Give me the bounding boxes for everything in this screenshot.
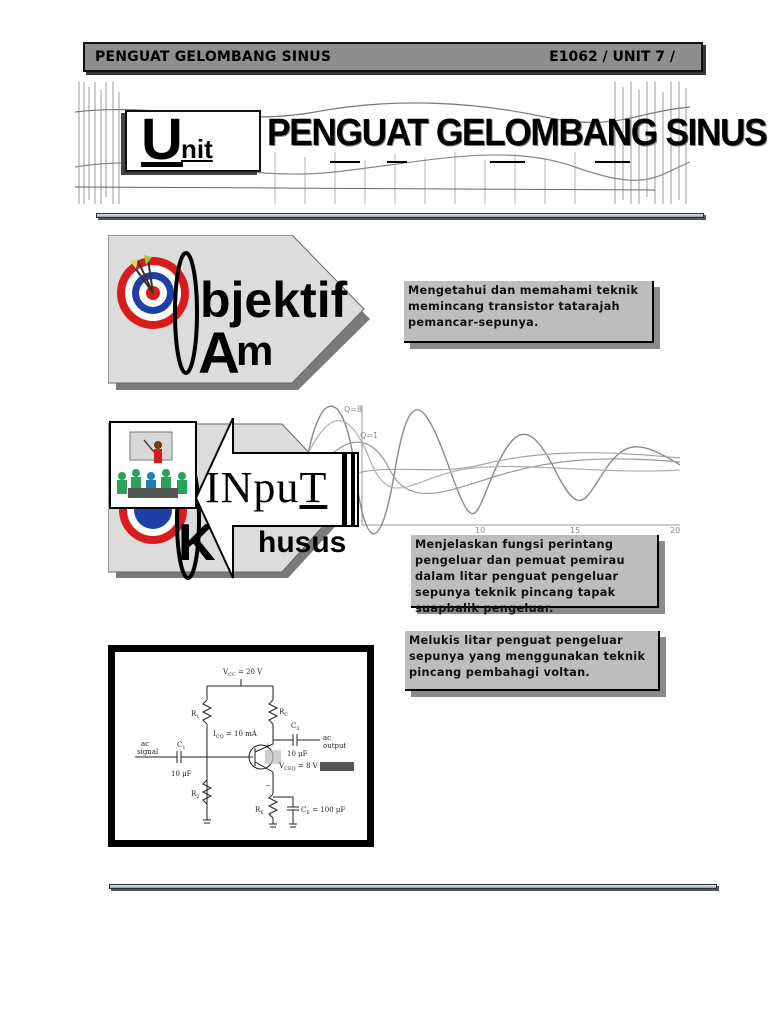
input-label: INpuT: [205, 463, 328, 512]
svg-text:+: +: [265, 742, 271, 750]
q-label: Q=1: [360, 431, 379, 440]
objektif-khusus-text-1: Menjelaskan fungsi perintang pengeluar dan pemuat pemirau dalam litar penguat pengeluar sepunya teknik pincang tapak suapbalik pengeluar.: [411, 535, 659, 608]
svg-text:RE: $R_E$: [255, 806, 264, 816]
svg-text:R1: $R_1$: [191, 710, 200, 720]
unit-letter: U: [141, 107, 183, 172]
q-label: Q=8: [344, 405, 363, 414]
unit-label-box: [125, 107, 261, 172]
svg-text:−: −: [265, 782, 271, 790]
svg-text:signal: signal: [137, 748, 159, 756]
svg-text:ac: ac: [141, 740, 150, 748]
svg-text:RC: $R_C$: [279, 708, 289, 718]
svg-text:ac: ac: [323, 734, 332, 742]
svg-text:VCEQ = 8 V: $V_{CEQ} = 8$ V: [279, 762, 318, 772]
banner-title: PENGUAT GELOMBANG SINUS: [267, 112, 767, 154]
am-word: m: [236, 327, 274, 374]
objektif-khusus-text-2: Melukis litar penguat pengeluar sepunya yang menggunakan teknik pincang pembahagi voltan.: [405, 631, 660, 691]
svg-text:K: K: [178, 514, 216, 572]
svg-text:CE = 100 μF: $C_E = 100$ μF: [301, 806, 346, 816]
objektif-am-graphic: [108, 235, 378, 390]
svg-text:output: output: [323, 742, 347, 750]
svg-text:VCC = 20 V: $V_{CC} = 20$ V: [223, 668, 263, 678]
circuit-frame: [108, 645, 374, 847]
top-divider: [96, 213, 704, 218]
x-tick: 15: [570, 526, 581, 535]
header-code: E1062 / UNIT 7 /: [549, 49, 675, 65]
svg-text:10 μF: 10 μF: [287, 750, 308, 758]
unit-rest: nit: [181, 134, 213, 164]
svg-text:C1: $C_1$: [177, 741, 186, 751]
bottom-divider: [109, 884, 717, 889]
khusus-word: husus: [258, 526, 347, 559]
svg-text:R2: $R_2$: [191, 790, 200, 800]
header-title: PENGUAT GELOMBANG SINUS: [95, 49, 332, 65]
am-letter: A: [198, 321, 240, 386]
svg-text:10 μF: 10 μF: [171, 770, 192, 778]
svg-text:ICQ = 10 mA: $I_{CQ} = 10$ mA: [213, 730, 257, 740]
header-bar: [83, 42, 703, 72]
x-tick: 20: [670, 526, 681, 535]
circuit-diagram: [115, 652, 367, 840]
objektif-word: bjektif: [200, 272, 348, 328]
x-tick: 10: [475, 526, 486, 535]
svg-text:C2: $C_2$: [291, 722, 300, 732]
objektif-am-text: Mengetahui dan memahami teknik memincang transistor tatarajah pemancar-sepunya.: [404, 281, 654, 343]
